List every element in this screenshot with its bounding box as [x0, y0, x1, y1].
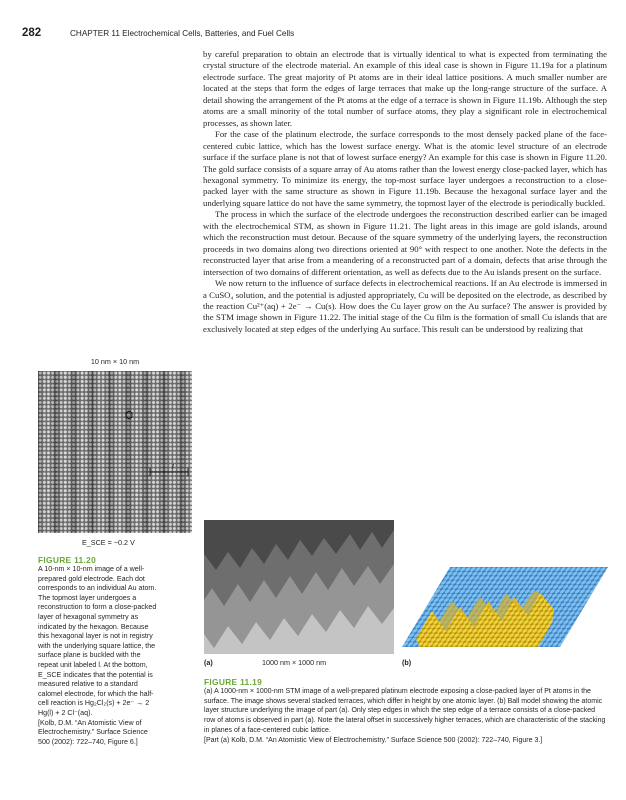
paragraph-2: For the case of the platinum electrode, the surface corresponds to the most densely packed plane of the face-centered cubic lattice, which has the lowest surface energy. What is the atomic level structure of an electrode surface if the surface plane is not that of lowest surface energy? An example for this case is shown in Figure 11.20. The gold surface consists of a square array of Au atoms rather than the lowest energy close-packed layer, which has hexagonal symmetry. To minimize its energy, the top-most surface layer undergoes a reconstruction to a close-packed layer with the same structure as shown in Figure 11.19b. Because the hexagonal surface layer and the underlying square lattice do not have the same symmetry, the topmost layer of the electrode is periodically buckled. [203, 129, 607, 208]
fig19-scale-label: 1000 nm × 1000 nm [262, 658, 327, 667]
fig19b-ball-model [402, 567, 608, 647]
fig20-stm-image [38, 371, 192, 533]
fig19-title: FIGURE 11.19 [204, 677, 263, 687]
fig20-title: FIGURE 11.20 [38, 555, 97, 565]
paragraph-1: by careful preparation to obtain an electrode that is virtually identical to what is expected from terminating the crystal structure of the electrode material. An example of this ideal case is shown in Figure 11.19a for a platinum electrode surface. The great majority of Pt atoms are in their ideal lattice positions. A much smaller number are located at the steps that form the edges of large terraces that make up the long-range structure of the surface. A detail showing the arrangement of the Pt atoms at the edge of a terrace is shown in Figure 11.19b. Although the step atoms are a small minority of the total number of surface atoms, they play a significant role in electrochemical processes, as shown later. [203, 49, 607, 128]
fig20-caption: A 10-nm × 10-nm image of a well-prepared gold electrode. Each dot corresponds to an individual Au atom. The topmost layer undergoes a reconstruction to form a close-packed layer of hexagonal symmetry as indicated by the hexagon. Because this hexagonal layer is not in registry with the underlying square lattice, the surface plane is buckled with the repeat unit labeled l. At the bottom, E_SCE indicates that the potential is measured relative to a standard calomel electrode, for which the half-cell reaction is Hg₂Cl₂(s) + 2e⁻ → 2 Hg(l) + 2 Cl⁻(aq). [38, 565, 157, 717]
fig20-caption-block [38, 555, 160, 747]
fig19-caption: (a) A 1000-nm × 1000-nm STM image of a well-prepared platinum electrode exposing a close-packed layer of Pt atoms in the surface. The image shows several stacked terraces, which differ in height by one atomic layer. (b) Ball model showing the atomic layer structure underlying the image of part (a). Only step edges in which the step edge of a terrace consists of a close-packed row of atoms is observed in part (a). Note the lateral offset in successively higher terraces, which are characteristic of the stacking in planes of a face-centered cubic lattice. [204, 688, 606, 734]
fig19-label-b: (b) [402, 658, 412, 667]
fig19-caption-block [204, 677, 608, 745]
main-text [203, 49, 607, 335]
fig19-label-a: (a) [204, 658, 213, 667]
page-number: 282 [22, 27, 42, 39]
fig20-scale-label: 10 nm × 10 nm [90, 357, 140, 366]
svg-text:l: l [172, 463, 174, 471]
fig20-potential-label: E_SCE = −0.2 V [82, 538, 135, 547]
fig20-source: [Kolb, D.M. “An Atomistic View of Electrochemistry.” Surface Science 500 (2002): 722–740, Figure 6.] [38, 718, 148, 746]
chapter-title: CHAPTER 11 Electrochemical Cells, Batteries, and Fuel Cells [70, 29, 295, 38]
paragraph-4: We now return to the influence of surface defects in electrochemical reactions. If an Au electrode is immersed in a CuSO₄ solution, and the potential is adjusted appropriately, Cu will be deposited on the electrode, as described by the reaction Cu²⁺(aq) + 2e⁻ → Cu(s). How does the Cu layer grow on the Au surface? The answer is provided by the STM image shown in Figure 11.22. The initial stage of the Cu film is the formation of small Cu islands that are exclusively located at step edges of the underlying Au surface. This result can be understood by realizing that [203, 278, 607, 334]
paragraph-3: The process in which the surface of the electrode undergoes the reconstruction described earlier can be imaged with the electrochemical STM, as shown in Figure 11.21. The light areas in this image are gold islands, around which the reconstruction must detour. Because of the square symmetry of the underlying layers, the reconstruction proceeds in two domains along two directions oriented at 90° with respect to one another. Note the defects in the reconstructed layer that arise from a meandering of a reconstructed part of a domain, defects that arise through the intersection of two domains of different orientation, as well as defects due to the Au islands present on the surface. [203, 209, 607, 277]
fig19-source: [Part (a) Kolb, D.M. “An Atomistic View of Electrochemistry.” Surface Science 500 (2002): 722–740, Figure 3.] [204, 736, 543, 744]
running-header [22, 27, 612, 41]
fig19a-stm-image [204, 520, 394, 654]
